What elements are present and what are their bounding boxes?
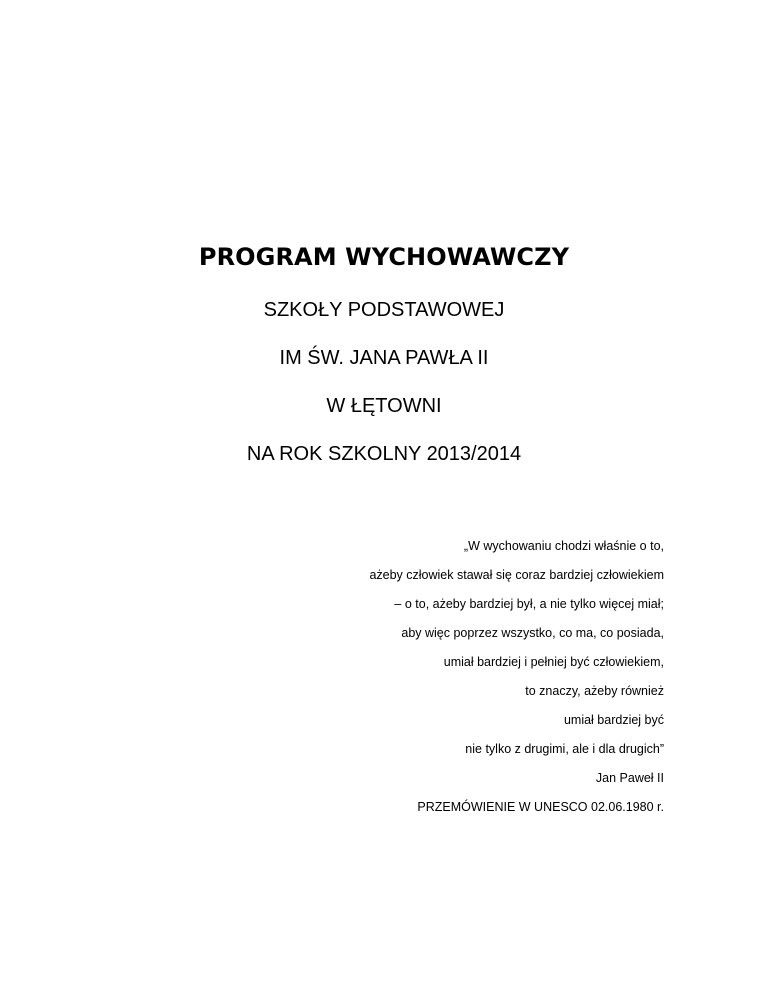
document-title: PROGRAM WYCHOWAWCZY: [198, 243, 570, 271]
subtitle-patron: IM ŚW. JANA PAWŁA II: [279, 347, 489, 369]
quote-line: aby więc poprzez wszystko, co ma, co posiada,: [401, 626, 664, 640]
subtitle-school: SZKOŁY PODSTAWOWEJ: [263, 299, 505, 321]
subtitle-school-year: NA ROK SZKOLNY 2013/2014: [246, 443, 522, 465]
quote-line: „W wychowaniu chodzi właśnie o to,: [463, 539, 664, 553]
quote-line: – o to, ażeby bardziej był, a nie tylko więcej miał;: [394, 597, 664, 611]
subtitle-location: W ŁĘTOWNI: [326, 395, 442, 417]
quote-author: Jan Paweł II: [595, 771, 664, 785]
quote-line: nie tylko z drugimi, ale i dla drugich”: [465, 742, 664, 756]
quote-line: umiał bardziej i pełniej być człowiekiem,: [443, 655, 664, 669]
quote-line: ażeby człowiek stawał się coraz bardziej człowiekiem: [369, 568, 664, 582]
quote-line: umiał bardziej być: [563, 713, 664, 727]
quote-source: PRZEMÓWIENIE W UNESCO 02.06.1980 r.: [417, 800, 664, 814]
quote-line: to znaczy, ażeby również: [525, 684, 664, 698]
